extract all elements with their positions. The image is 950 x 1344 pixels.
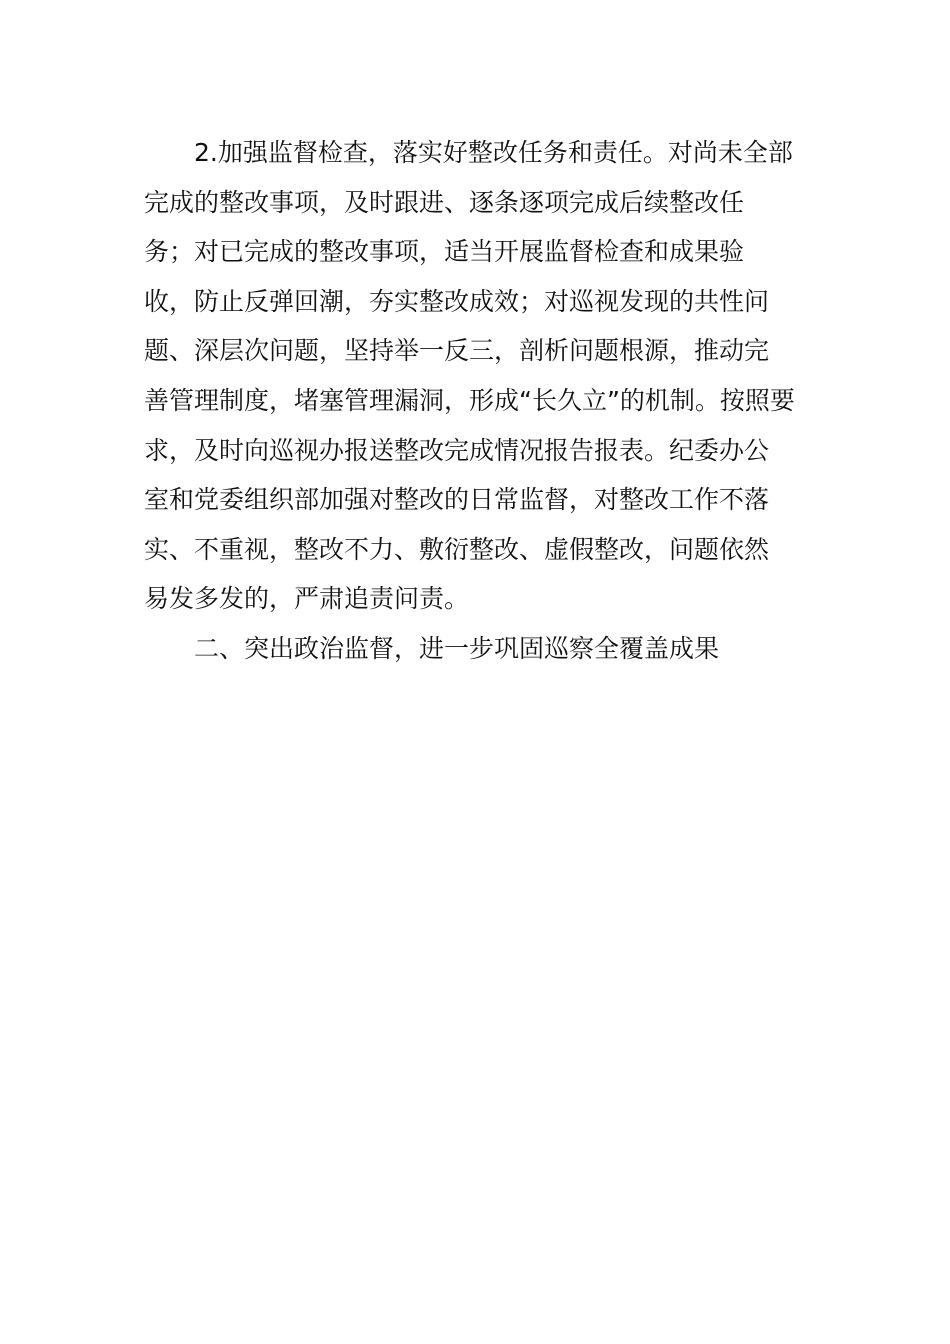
document-body xyxy=(144,128,808,674)
paragraph-line: 实、不重视，整改不力、敷衍整改、虚假整改，问题依然 xyxy=(144,534,770,564)
paragraph-line: 务；对已完成的整改事项，适当开展监督检查和成果验 xyxy=(144,237,745,267)
paragraph-line: 收，防止反弹回潮，夯实整改成效；对巡视发现的共性问 xyxy=(144,286,770,316)
paragraph-line: 题、深层次问题，坚持举一反三，剖析问题根源，推动完 xyxy=(144,336,770,366)
paragraph-line: 易发多发的，严肃追责问责。 xyxy=(144,584,470,614)
paragraph-line: 善管理制度，堵塞管理漏洞，形成“长久立”的机制。按照要 xyxy=(144,385,795,415)
paragraph-line: 室和党委组织部加强对整改的日常监督，对整改工作不落 xyxy=(144,485,770,515)
paragraph-line: 完成的整改事项，及时跟进、逐条逐项完成后续整改任 xyxy=(144,187,745,217)
paragraph-line: 求，及时向巡视办报送整改完成情况报告报表。纪委办公 xyxy=(144,435,770,465)
section-heading: 二、突出政治监督，进一步巩固巡察全覆盖成果 xyxy=(194,633,720,663)
paragraph-line: 2.加强监督检查，落实好整改任务和责任。对尚未全部 xyxy=(194,138,793,167)
paragraph-rectification-supervision xyxy=(144,128,808,624)
